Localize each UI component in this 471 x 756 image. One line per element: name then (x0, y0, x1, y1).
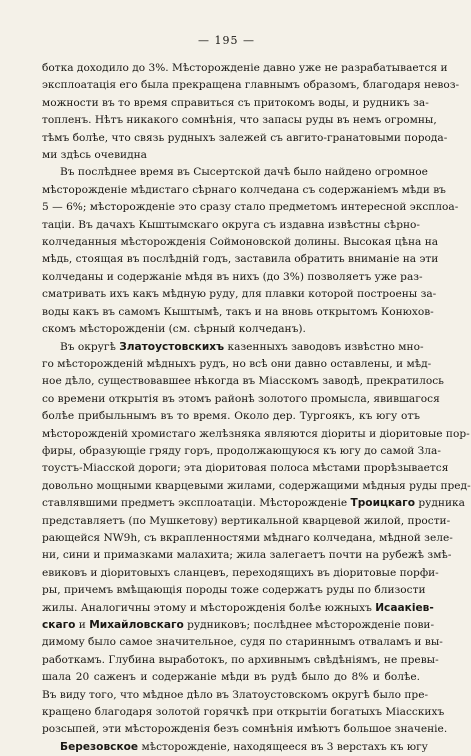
text-segment: фиры, образующіе гряду горъ, продолжающуюся къ югу до самой Зла- (42, 444, 441, 457)
text-line (42, 164, 428, 181)
text-segment: колчеданы и содержаніе мѣдя въ нихъ (до 3%) позволяетъ уже раз- (42, 270, 423, 283)
text-line (42, 652, 439, 669)
text-line (42, 617, 435, 634)
text-segment: 5 — 6%; мѣсторожденіе это сразу стало предметомъ интересной эксплоа- (42, 201, 459, 214)
text-line (42, 251, 439, 268)
text-line (42, 112, 437, 129)
text-line (42, 356, 432, 373)
text-line (42, 304, 434, 321)
text-line (42, 547, 452, 564)
text-line (42, 60, 448, 77)
body-text (42, 60, 471, 756)
text-line (42, 77, 460, 94)
text-line (42, 582, 426, 599)
text-line (42, 565, 439, 582)
text-line (42, 739, 428, 756)
bold-place-name: Златоустовскихъ (119, 340, 225, 353)
text-segment: работкамъ. Глубина выработокъ, по архивнымъ свѣдѣніямъ, не превы- (42, 653, 439, 666)
text-segment: сматривать ихъ какъ мѣдную руду, для плавки которой построены за- (42, 288, 437, 301)
text-segment: ры, причемъ вмѣщающія породы тоже содержатъ руды по близости (42, 584, 426, 597)
text-segment: ставлявшими предметъ эксплоатаціи. Мѣсторожденіе (42, 497, 351, 510)
text-line (42, 600, 434, 617)
text-segment: мѣсторожденіе мѣдистаго сѣрнаго колчедана съ содержаніемъ мѣди въ (42, 183, 446, 196)
text-line (42, 234, 439, 251)
text-segment: и (75, 619, 90, 631)
text-segment: тоустъ-Міасской дороги; эта діоритовая полоса мѣстами прорѣзывается (42, 462, 449, 475)
text-segment: рудника (415, 497, 465, 510)
text-segment: Въ послѣднее время въ Сысертской дачѣ было найдено огромное (60, 166, 428, 179)
text-line (42, 495, 465, 512)
text-segment: димому было самое значительное, судя по стариннымъ отваламъ и вы- (42, 636, 443, 649)
bold-place-name: Березовское (60, 740, 139, 753)
text-segment: ботка доходило до 3%. Мѣсторожденіе давно уже не разрабатывается и (42, 62, 448, 74)
text-line (42, 182, 446, 199)
text-segment: мѣсторожденіе, находящееся въ 3 верстахъ къ югу (138, 740, 428, 753)
text-segment: Въ виду того, что мѣдное дѣло въ Златоустовскомъ округѣ было пре- (42, 688, 429, 701)
text-line (42, 687, 429, 704)
text-segment: казенныхъ заводовъ извѣстно мно- (224, 340, 424, 353)
text-segment: таціи. Въ дачахъ Кыштымскаго округа съ издавна извѣстны сѣрно- (42, 218, 420, 231)
text-line (42, 704, 445, 721)
text-segment: ми здѣсь очевидна (42, 149, 148, 162)
text-line (42, 217, 420, 234)
text-segment: жилы. Аналогичны этому и мѣсторожденія болѣе южныхъ (42, 601, 376, 614)
text-segment: можности въ то время справиться съ притокомъ воды, и рудникъ за- (42, 96, 429, 109)
text-line (42, 426, 470, 443)
bold-place-name: Исаакіев- (375, 601, 434, 614)
text-segment: ни, сини и примазками малахита; жила залегаетъ почти на рубежѣ змѣ- (42, 549, 452, 562)
text-segment: рающейся NW9h, съ вкрапленностями мѣднаго колчедана, мѣдной зеле- (42, 531, 453, 544)
text-line (42, 513, 451, 530)
text-segment: со времени открытія въ этомъ районѣ золотого промысла, явившагося (42, 392, 440, 405)
text-line (42, 460, 449, 477)
text-segment: колчеданныя мѣсторожденія Соймоновской долины. Высокая цѣна на (42, 236, 439, 249)
text-line (42, 269, 423, 286)
text-line (42, 669, 420, 686)
text-segment: представляетъ (по Мушкетову) вертикальной кварцевой жилой, прости- (42, 514, 451, 527)
text-segment: болѣе прибыльнымъ въ то время. Около дер. Тургоякъ, къ югу отъ (42, 410, 420, 423)
text-segment: эксплоатація его была прекращена главнымъ образомъ, благодаря невоз- (42, 79, 460, 92)
text-line (42, 478, 471, 495)
text-line (42, 373, 444, 390)
text-segment: го мѣсторожденій мѣдныхъ рудъ, но всѣ они давно оставлены, и мѣд- (42, 357, 432, 370)
text-segment: ное дѣло, существовавшее нѣкогда въ Міасскомъ заводѣ, прекратилось (42, 375, 444, 388)
text-line (42, 321, 420, 338)
bold-place-name: Троицкаго (350, 497, 415, 510)
text-segment: евиковъ и діоритовыхъ сланцевъ, переходящихъ въ діоритовые порфи- (42, 566, 439, 579)
bold-place-name: скаго (42, 619, 76, 631)
text-segment: шала 20 саженъ и содержаніе мѣди въ рудѣ было до 8% и болѣе. (42, 671, 420, 684)
text-line (42, 95, 429, 112)
text-line (42, 721, 448, 738)
text-segment: кращено благодаря золотой горячкѣ при открытіи богатыхъ Міасскихъ (42, 706, 445, 719)
text-segment: топленъ. Нѣтъ никакого сомнѣнія, что запасы руды въ немъ огромны, (42, 114, 437, 127)
page-number: — 195 — (198, 34, 255, 47)
text-line (42, 199, 459, 216)
text-line (42, 147, 420, 164)
text-line (42, 634, 443, 651)
text-segment: скомъ мѣсторожденіи (см. сѣрный колчеданъ). (42, 323, 306, 336)
text-line (42, 391, 440, 408)
text-segment: воды какъ въ самомъ Кыштымѣ, такъ и на вновь открытомъ Конюхов- (42, 305, 434, 318)
text-segment: довольно мощными кварцевыми жилами, содержащими мѣдныя руды пред- (42, 479, 471, 492)
text-line (42, 339, 424, 356)
text-segment: рудниковъ; послѣднее мѣсторожденіе пови- (183, 619, 435, 631)
text-line (42, 530, 453, 547)
text-line (42, 130, 448, 147)
text-line (42, 443, 441, 460)
text-segment: тѣмъ болѣе, что связь рудныхъ залежей съ авгито-гранатовыми порода- (42, 131, 448, 144)
text-segment: мѣдь, стоящая въ послѣдній годъ, заставила обратить вниманіе на эти (42, 253, 439, 266)
text-line (42, 286, 437, 303)
text-segment: Въ округѣ (60, 340, 120, 353)
text-segment: мѣсторожденій хромистаго желѣзняка являются діориты и діоритовые пор- (42, 427, 470, 440)
text-line (42, 408, 420, 425)
text-segment: розсыпей, эти мѣсторожденія безъ сомнѣнія имѣютъ большое значеніе. (42, 723, 448, 736)
bold-place-name: Михайловскаго (89, 619, 184, 631)
